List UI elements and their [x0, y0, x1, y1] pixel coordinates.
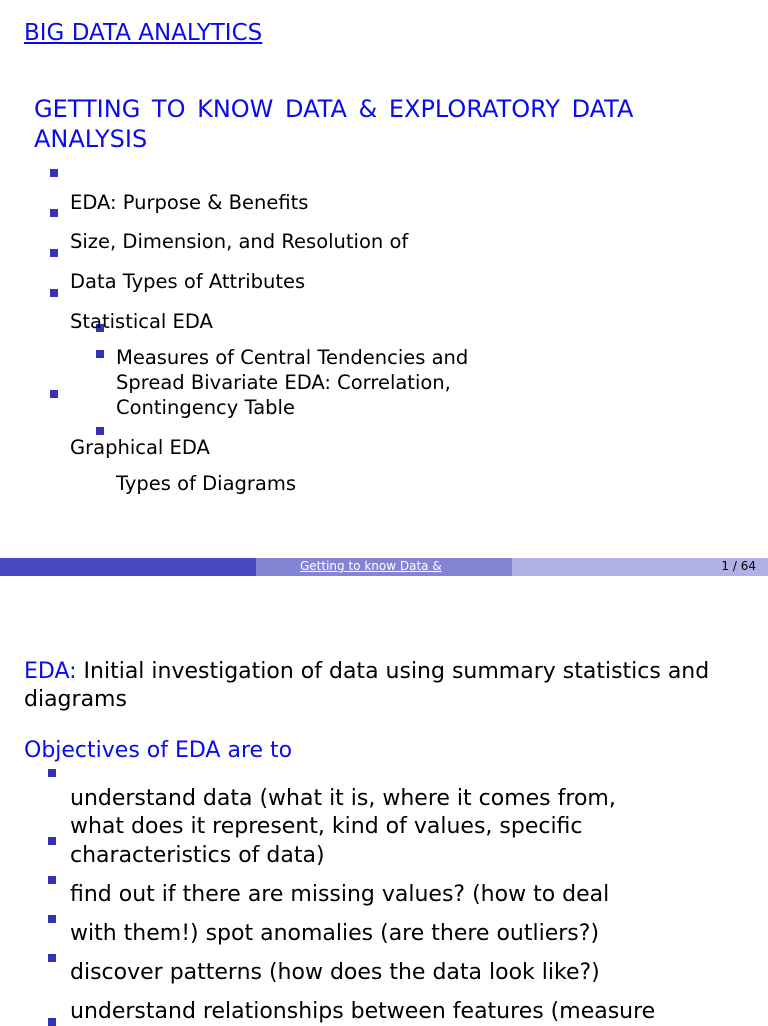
objective-line: find out if there are missing values? (how to deal	[70, 882, 610, 907]
bullet-marker	[48, 837, 56, 845]
bullet-marker	[50, 390, 58, 398]
bullet-marker	[50, 249, 58, 257]
objective-line: discover patterns (how does the data look like?)	[70, 960, 600, 985]
sub-bullet-marker	[96, 427, 104, 435]
footer-segment-middle	[256, 558, 512, 576]
bullet-marker	[48, 769, 56, 777]
list-item: Graphical EDA	[70, 436, 210, 459]
page-number: 1 / 64	[721, 559, 756, 573]
eda-label: EDA:	[24, 659, 77, 684]
objective-line: with them!) spot anomalies (are there outliers?)	[70, 921, 600, 946]
eda-definition-text: Initial investigation of data using summary statistics and	[83, 659, 710, 684]
eda-definition	[24, 658, 709, 686]
slide-title: GETTING TO KNOW DATA & EXPLORATORY DATA ANALYSIS	[34, 95, 634, 153]
sub-bullet-marker	[96, 350, 104, 358]
objective-line: what does it represent, kind of values, specific	[70, 814, 583, 839]
sub-list-item: Measures of Central Tendencies and	[116, 346, 469, 369]
slide-header[interactable]: BIG DATA ANALYTICS	[24, 20, 263, 46]
bullet-marker	[50, 169, 58, 177]
list-item: Size, Dimension, and Resolution of	[70, 230, 409, 253]
footer-segment-left	[0, 558, 256, 576]
bullet-marker	[48, 1018, 56, 1026]
eda-definition-continued: diagrams	[24, 687, 127, 712]
objectives-heading: Objectives of EDA are to	[24, 738, 293, 763]
list-item: Statistical EDA	[70, 310, 213, 333]
bullet-marker	[50, 289, 58, 297]
sub-list-item: Types of Diagrams	[116, 472, 297, 495]
sub-list-item: Contingency Table	[116, 396, 295, 419]
bullet-marker	[48, 954, 56, 962]
sub-list-item: Spread Bivariate EDA: Correlation,	[116, 371, 451, 394]
list-item: Data Types of Attributes	[70, 270, 306, 293]
objective-line: understand data (what it is, where it comes from,	[70, 786, 616, 811]
list-item: EDA: Purpose & Benefits	[70, 191, 309, 214]
footer-segment-right	[512, 558, 768, 576]
bullet-marker	[50, 209, 58, 217]
slide-footer	[0, 558, 768, 576]
footer-title-link[interactable]: Getting to know Data &	[300, 559, 442, 573]
bullet-marker	[48, 876, 56, 884]
objective-line: characteristics of data)	[70, 843, 325, 868]
objective-line: understand relationships between features (measure	[70, 999, 656, 1024]
bullet-marker	[48, 915, 56, 923]
